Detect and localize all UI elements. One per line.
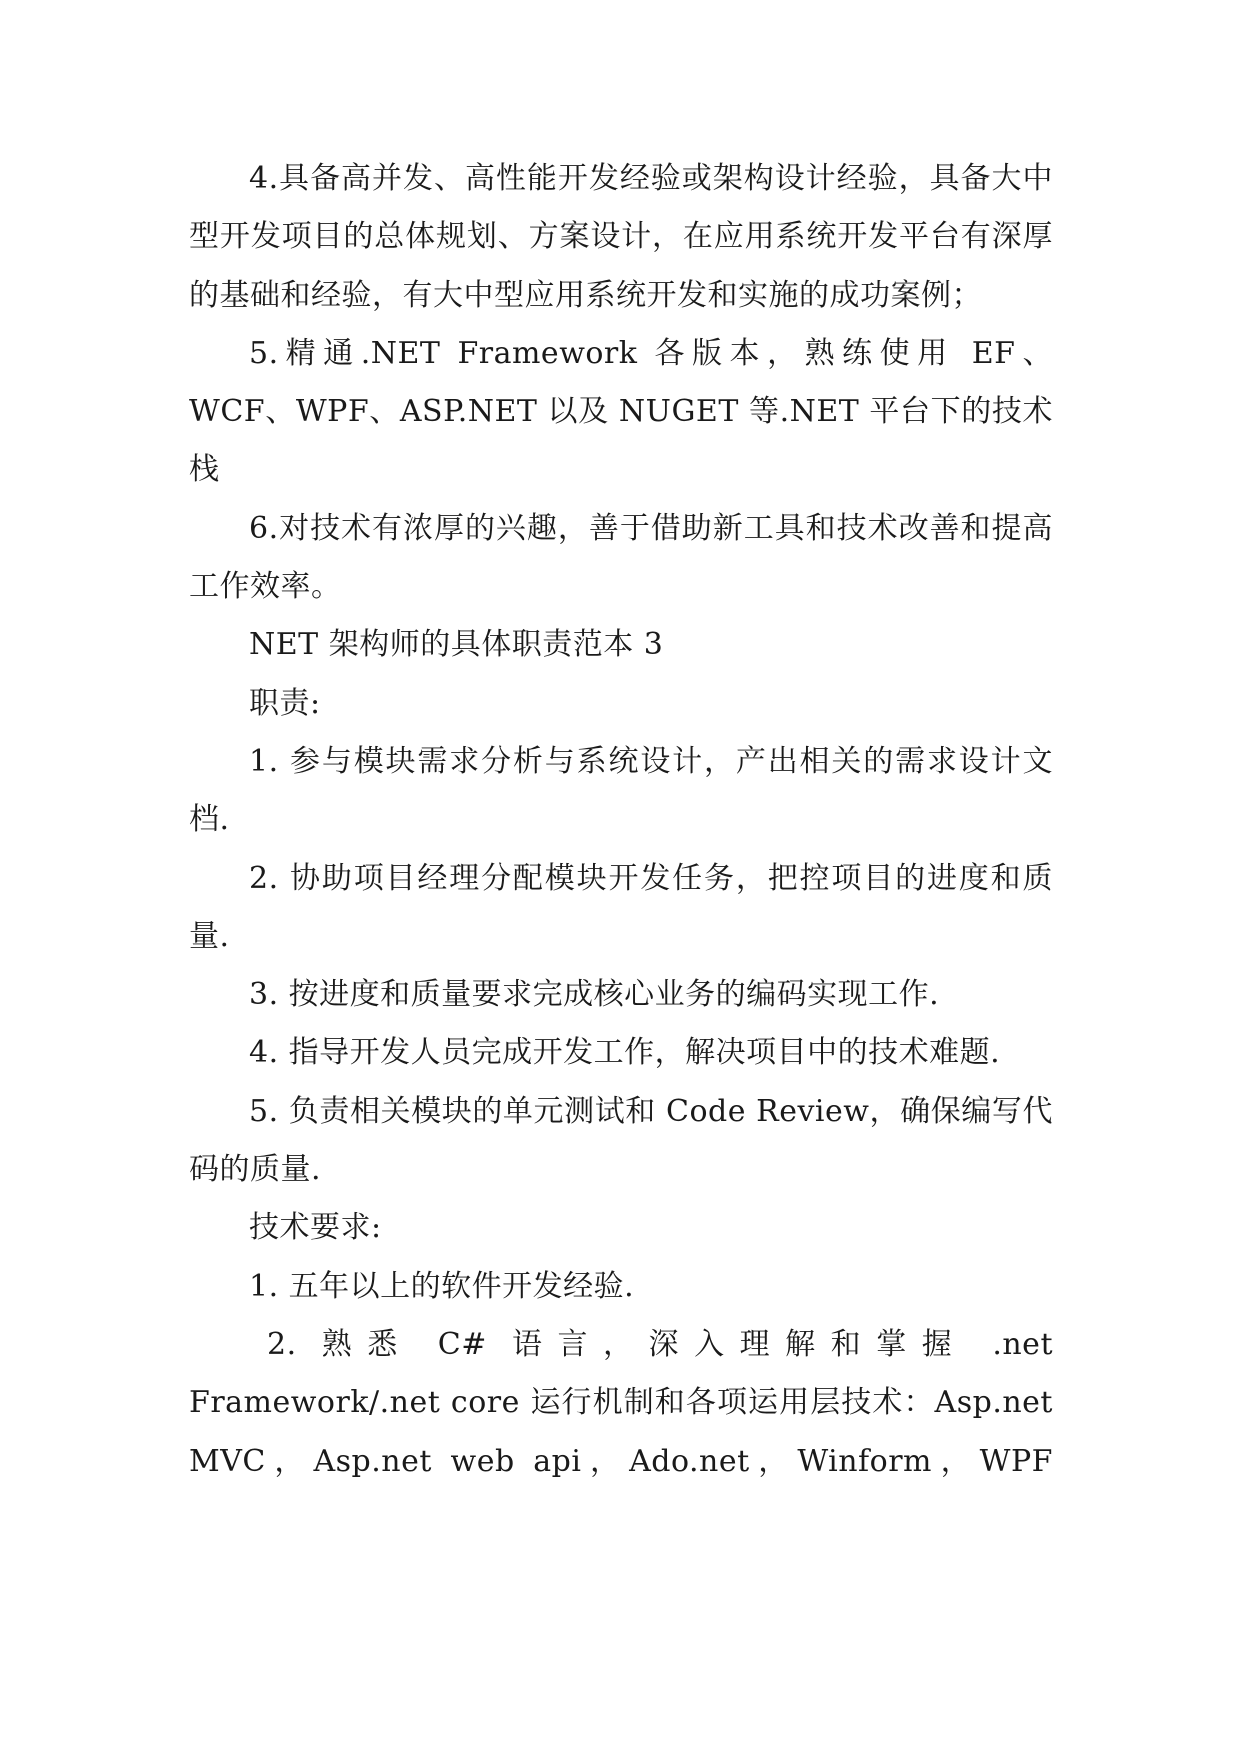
duty-item-5: 5. 负责相关模块的单元测试和 Code Review，确保编写代码的质量. [189, 1093, 1053, 1188]
tech-requirements-heading: 技术要求: [249, 1210, 382, 1246]
document-body [189, 150, 1053, 1491]
duties-heading: 职责: [249, 685, 321, 721]
paragraph-requirement-6: 6.对技术有浓厚的兴趣，善于借助新工具和技术改善和提高工作效率。 [189, 510, 1053, 605]
duty-item-3: 3. 按进度和质量要求完成核心业务的编码实现工作. [249, 977, 940, 1013]
paragraph-requirement-5: 5.精通.NET Framework 各版本，熟练使用 EF、WCF、WPF、ASP.NET 以及 NUGET 等.NET 平台下的技术栈 [189, 335, 1053, 488]
tech-requirement-1: 1. 五年以上的软件开发经验. [249, 1268, 635, 1304]
duty-item-1: 1. 参与模块需求分析与系统设计，产出相关的需求设计文档. [189, 743, 1053, 838]
section-heading: NET 架构师的具体职责范本 3 [249, 627, 664, 663]
duty-item-2: 2. 协助项目经理分配模块开发任务，把控项目的进度和质量. [189, 860, 1053, 954]
tech-requirement-2: 2. 熟悉 C# 语言，深入理解和掌握 .net Framework/.net core 运行机制和各项运用层技术：Asp.net MVC，Asp.net web api，Ado.net，Winform，WPF [189, 1326, 1053, 1479]
duty-item-4: 4. 指导开发人员完成开发工作，解决项目中的技术难题. [249, 1035, 1001, 1071]
paragraph-requirement-4: 4.具备高并发、高性能开发经验或架构设计经验，具备大中型开发项目的总体规划、方案设计，在应用系统开发平台有深厚的基础和经验，有大中型应用系统开发和实施的成功案例； [189, 161, 1053, 313]
